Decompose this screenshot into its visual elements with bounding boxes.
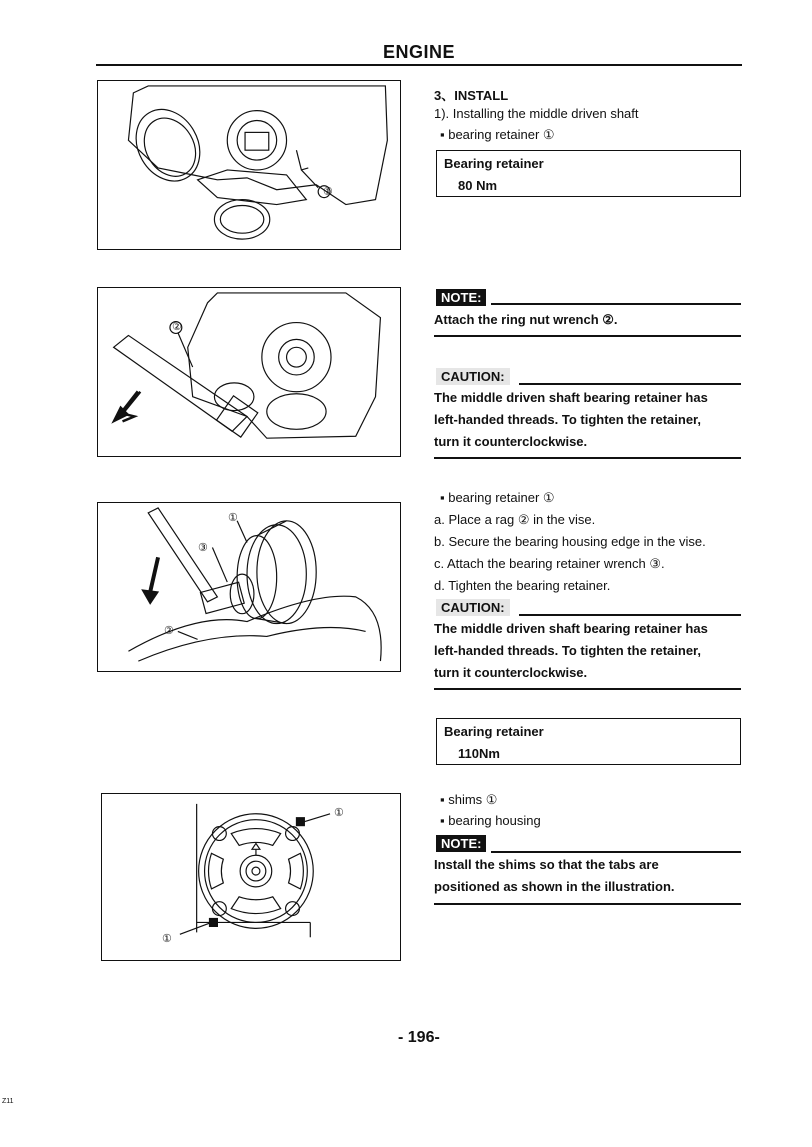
callout-1-top: ① xyxy=(334,807,344,819)
header-rule xyxy=(96,64,742,66)
caution2-bottom-rule xyxy=(434,688,741,690)
callout-2: ② xyxy=(172,321,182,333)
note-tag: NOTE: xyxy=(436,289,486,306)
note2-line-1: Install the shims so that the tabs are xyxy=(434,857,659,872)
caution2-line-1: The middle driven shaft bearing retainer has xyxy=(434,621,708,636)
note2-bottom-rule xyxy=(434,903,741,905)
torque-spec-label: Bearing retainer xyxy=(444,156,544,171)
caution-line-1: The middle driven shaft bearing retainer has xyxy=(434,390,708,405)
step-d: d. Tighten the bearing retainer. xyxy=(434,578,611,593)
section-heading: 3、INSTALL xyxy=(434,88,509,103)
callout-1: ① xyxy=(228,512,238,524)
figure-shims xyxy=(101,793,401,961)
torque-spec-box-2 xyxy=(436,718,741,765)
torque-spec-value: 80 Nm xyxy=(458,178,498,193)
caution-tag-2: CAUTION: xyxy=(436,599,510,616)
bullet-bearing-retainer: ▪ bearing retainer ① xyxy=(440,127,555,142)
note-bottom-rule xyxy=(434,335,741,337)
bullet-bearing-housing: ▪ bearing housing xyxy=(440,813,541,828)
document-code: Z11 xyxy=(2,1098,14,1105)
note-text: Attach the ring nut wrench ②. xyxy=(434,312,618,327)
callout-2: ② xyxy=(164,625,174,637)
caution-line-2: left-handed threads. To tighten the retainer, xyxy=(434,412,702,427)
caution-rule-2 xyxy=(519,614,741,616)
caution-tag: CAUTION: xyxy=(436,368,510,385)
torque-spec-value: 110Nm xyxy=(458,746,500,761)
note-tag-2: NOTE: xyxy=(436,835,486,852)
caution-bottom-rule xyxy=(434,457,741,459)
retainer-vise-illustration xyxy=(98,503,400,671)
note-rule xyxy=(491,303,741,305)
figure-ring-nut-wrench xyxy=(97,287,401,457)
callout-3: ③ xyxy=(198,542,208,554)
page-number: - 196- xyxy=(398,1029,440,1046)
note-rule-2 xyxy=(491,851,741,853)
caution-rule xyxy=(519,383,741,385)
shims-housing-illustration xyxy=(102,794,400,960)
figure-bearing-retainer-vise xyxy=(97,502,401,672)
step-1-title: 1). Installing the middle driven shaft xyxy=(434,106,639,121)
figure-bearing-retainer-removal xyxy=(97,80,401,250)
callout-1: ① xyxy=(323,186,333,198)
caution-line-3: turn it counterclockwise. xyxy=(434,434,588,449)
callout-1-bottom: ① xyxy=(162,933,172,945)
note2-line-2: positioned as shown in the illustration. xyxy=(434,879,675,894)
step-b: b. Secure the bearing housing edge in the vise. xyxy=(434,534,706,549)
engine-wrench-illustration xyxy=(98,288,400,456)
bullet-shims: ▪ shims ① xyxy=(440,792,498,807)
step-c: c. Attach the bearing retainer wrench ③. xyxy=(434,556,665,571)
engine-case-illustration xyxy=(98,81,400,249)
caution2-line-2: left-handed threads. To tighten the retainer, xyxy=(434,643,702,658)
step-a: a. Place a rag ② in the vise. xyxy=(434,512,596,527)
page-title: ENGINE xyxy=(383,42,456,62)
bullet-bearing-retainer-2: ▪ bearing retainer ① xyxy=(440,490,555,505)
torque-spec-label: Bearing retainer xyxy=(444,724,544,739)
caution2-line-3: turn it counterclockwise. xyxy=(434,665,588,680)
torque-spec-box-1 xyxy=(436,150,741,197)
